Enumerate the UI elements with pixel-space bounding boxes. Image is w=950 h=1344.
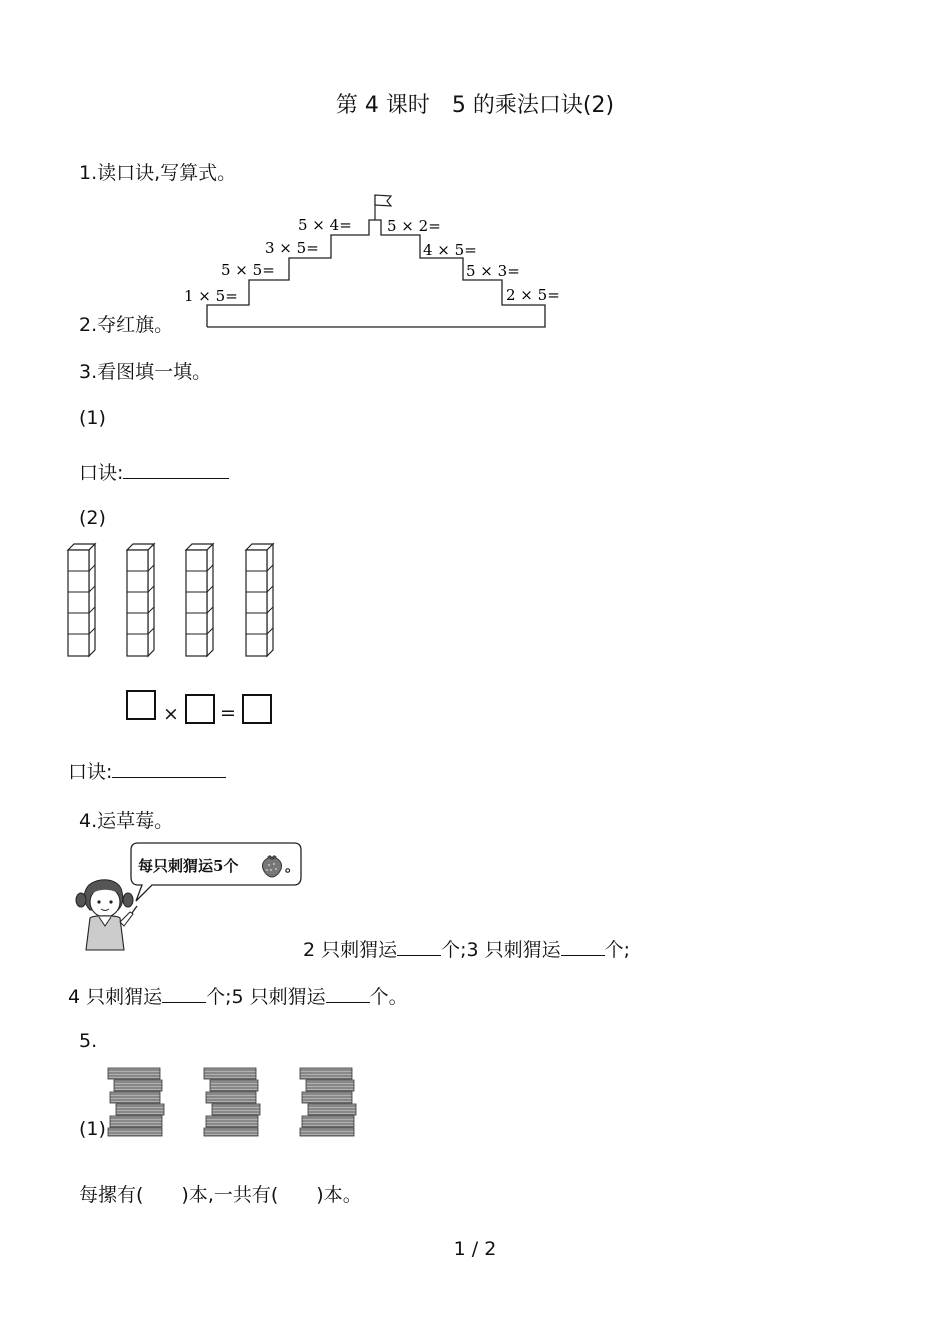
text-segment: 2 只刺猬运 [303,939,398,961]
equation-3x5: 3 × 5= [265,239,319,257]
book-stack [300,1068,356,1136]
cube-tower [186,544,213,656]
text-segment: 个。 [369,986,408,1008]
question-3-part-2: (2) [79,507,106,529]
equation-5x3: 5 × 3= [466,262,520,280]
rhyme-label: 口诀: [79,462,124,484]
question-4-label: 4.运草莓。 [79,810,174,832]
girl-illustration [74,878,144,954]
cube-tower [68,544,95,656]
flag-staircase-figure [180,190,560,332]
bubble-suffix: 。 [285,857,301,875]
question-2-label: 2.夺红旗。 [79,314,174,336]
times-sign: × [163,703,179,725]
answer-box-product[interactable] [242,694,272,724]
equals-sign: = [220,702,236,724]
answer-blank-3-hedgehogs[interactable] [561,935,605,956]
strawberry-icon [259,852,285,878]
strawberry-line-1 [303,935,630,962]
books-question-sentence: 每摞有( )本,一共有( )本。 [79,1184,362,1206]
question-5-part-1: (1) [79,1118,106,1140]
answer-box-factor-1[interactable] [126,690,156,720]
cube-towers-figure [60,538,290,662]
question-3-part-1: (1) [79,407,106,429]
equation-5x2: 5 × 2= [387,217,441,235]
answer-blank-2-hedgehogs[interactable] [397,935,441,956]
answer-blank-4-hedgehogs[interactable] [162,982,206,1003]
rhyme-blank-1[interactable] [123,458,229,479]
equation-5x5: 5 × 5= [221,261,275,279]
rhyme-label: 口诀: [68,761,113,783]
text-segment: 个;3 只刺猬运 [441,939,561,961]
equation-1x5: 1 × 5= [184,287,238,305]
text-segment: 个;5 只刺猬运 [206,986,326,1008]
rhyme-line-1 [79,458,229,485]
page-number: 1 / 2 [453,1238,497,1260]
text-segment: 个; [604,939,631,961]
answer-blank-5-hedgehogs[interactable] [326,982,370,1003]
rhyme-line-2 [68,757,226,784]
question-5-label: 5. [79,1030,98,1052]
question-1-label: 1.读口诀,写算式。 [79,162,237,184]
cube-tower [246,544,273,656]
book-stack [204,1068,260,1136]
question-3-label: 3.看图填一填。 [79,361,212,383]
book-stack [108,1068,164,1136]
bubble-text: 每只刺猬运5个 [138,857,239,875]
equation-2x5: 2 × 5= [506,286,560,304]
book-stacks-figure [104,1064,366,1140]
page-title: 第 4 课时 5 的乘法口诀(2) [335,93,615,118]
strawberry-line-2 [68,982,408,1009]
equation-4x5: 4 × 5= [423,241,477,259]
rhyme-blank-2[interactable] [112,757,226,778]
cube-tower [127,544,154,656]
equation-5x4: 5 × 4= [298,216,352,234]
text-segment: 4 只刺猬运 [68,986,163,1008]
answer-box-factor-2[interactable] [185,694,215,724]
